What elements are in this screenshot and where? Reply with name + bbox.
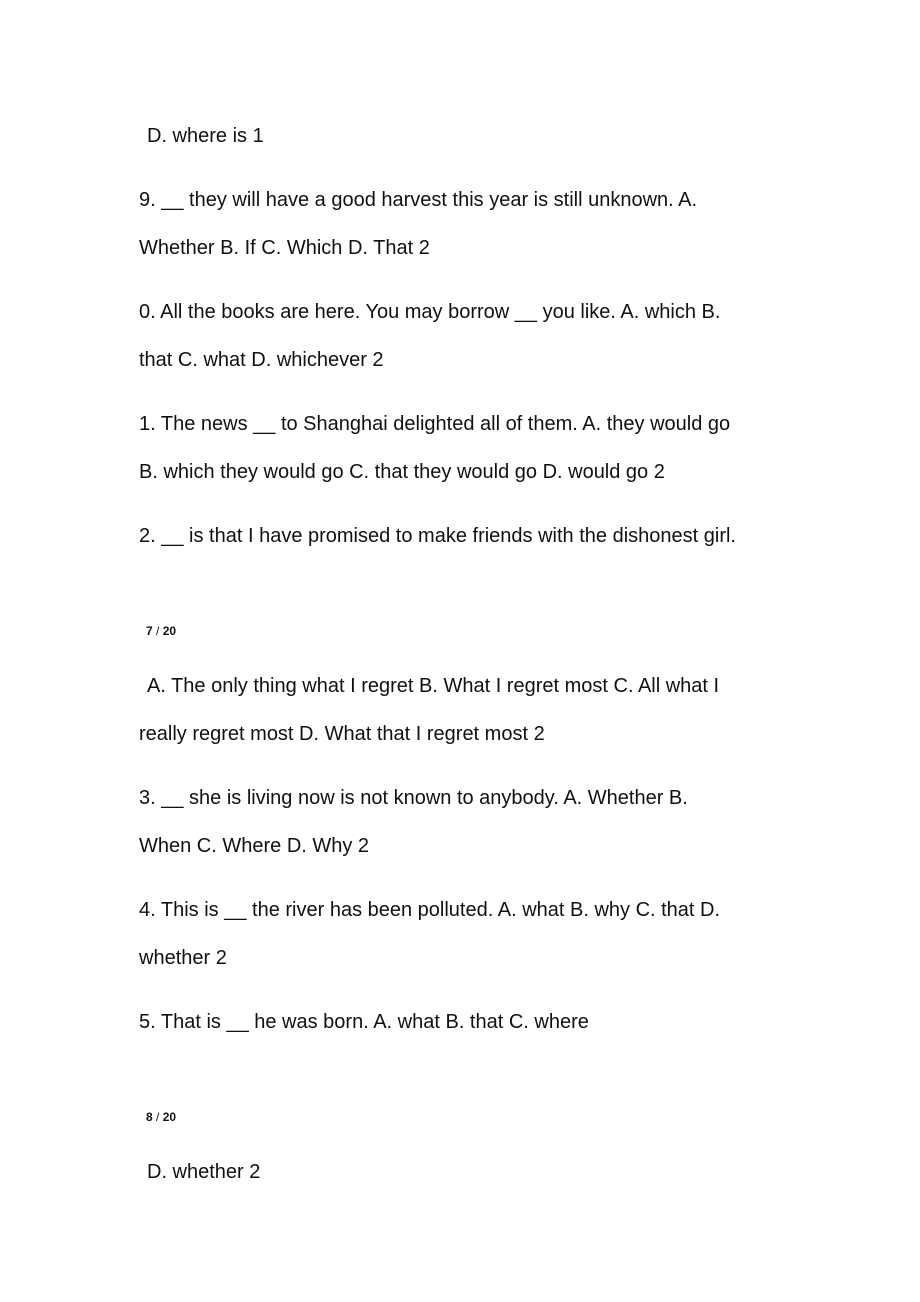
page-total: 20 xyxy=(162,1110,177,1124)
question-12-line-2: A. The only thing what I regret B. What I regret most C. All what I xyxy=(147,675,720,697)
question-11-line-1: 1. The news __ to Shanghai delighted all of them. A. they would go xyxy=(139,413,731,435)
question-13-line-2: When C. Where D. Why 2 xyxy=(139,835,370,857)
text-line: D. where is 1 xyxy=(147,125,264,147)
question-9-line-2: Whether B. If C. Which D. That 2 xyxy=(139,237,430,259)
page-separator: / xyxy=(156,624,160,638)
question-12-line-3: really regret most D. What that I regret most 2 xyxy=(139,723,545,745)
question-14-line-2: whether 2 xyxy=(139,947,227,969)
page-number-marker xyxy=(146,624,176,638)
page-current: 8 xyxy=(146,1110,153,1124)
question-9-line-1: 9. __ they will have a good harvest this year is still unknown. A. xyxy=(139,189,698,211)
question-10-line-2: that C. what D. whichever 2 xyxy=(139,349,384,371)
question-15-line-1: 5. That is __ he was born. A. what B. that C. where xyxy=(139,1011,589,1033)
page-current: 7 xyxy=(146,624,153,638)
question-11-line-2: B. which they would go C. that they would go D. would go 2 xyxy=(139,461,665,483)
question-13-line-1: 3. __ she is living now is not known to anybody. A. Whether B. xyxy=(139,787,688,809)
page-total: 20 xyxy=(162,624,177,638)
page-separator: / xyxy=(156,1110,160,1124)
question-12-line-1: 2. __ is that I have promised to make friends with the dishonest girl. xyxy=(139,525,736,547)
question-10-line-1: 0. All the books are here. You may borrow __ you like. A. which B. xyxy=(139,301,721,323)
question-14-line-1: 4. This is __ the river has been polluted. A. what B. why C. that D. xyxy=(139,899,721,921)
page-number-marker xyxy=(146,1110,176,1124)
question-15-line-2: D. whether 2 xyxy=(147,1161,261,1183)
